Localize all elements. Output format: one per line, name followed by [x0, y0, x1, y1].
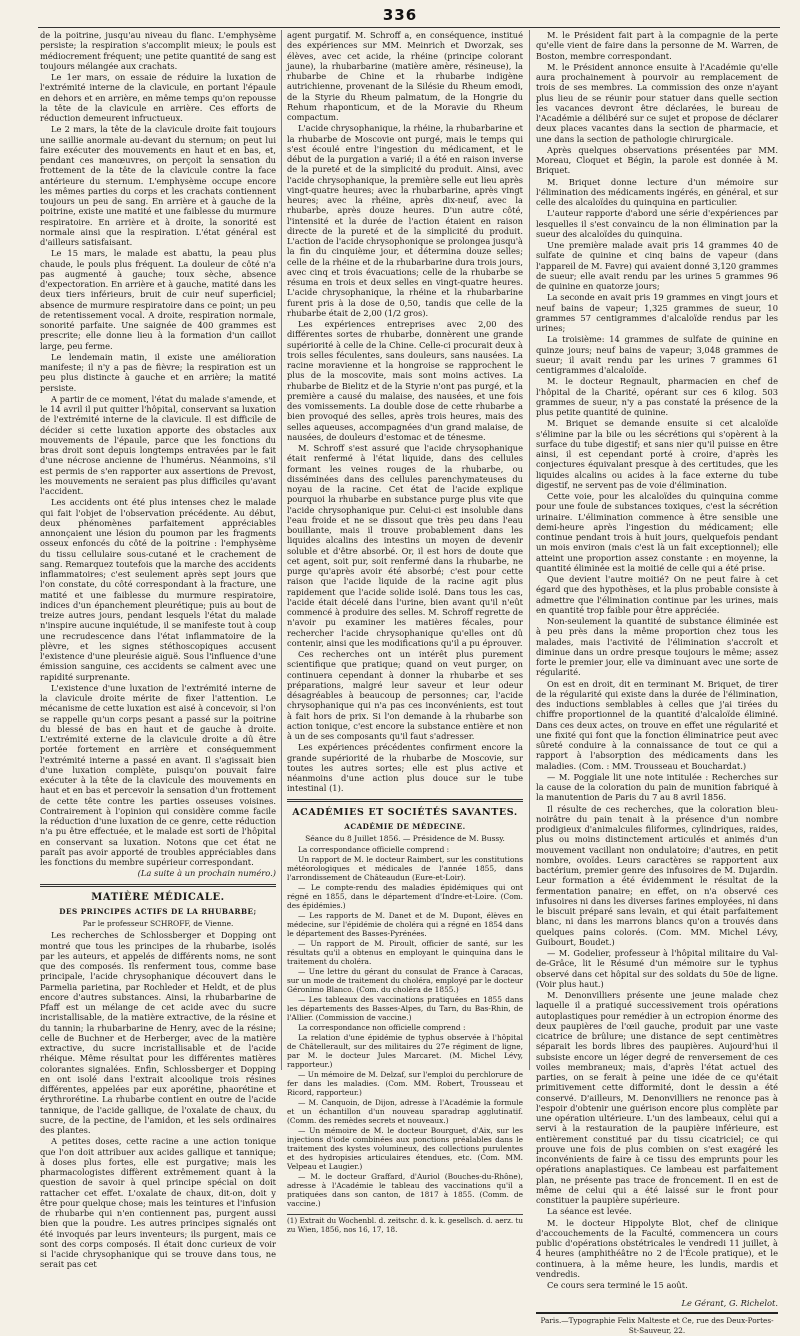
paragraph: La séance est levée.: [536, 1206, 778, 1216]
paragraph: M. le docteur Hippolyte Blot, chef de clinique d'accouchements de la Faculté, commencera un cours public d'opérations obstétricales le vendredi 11 juillet, à 4 heures (amphithéâtre no 2 de l'École pratique), et le continuera, à la même heure, les lundis, mardis et vendredis.: [536, 1218, 778, 1280]
paragraph: — M. Poggiale lit une note intitulée : Recherches sur la cause de la coloration du pain de munition fabriqué à la manutention de Paris du 7 au 8 avril 1856.: [536, 772, 778, 803]
list-item: — Les rapports de M. Danet et de M. Dupont, élèves en médecine, sur l'épidémie de choléra qui a régné en 1854 dans le département des Basses-Pyrénées.: [287, 911, 523, 938]
paragraph: La correspondance officielle comprend :: [287, 845, 523, 854]
column-divider: [281, 30, 282, 1070]
section-divider: [287, 799, 523, 802]
paragraph: Il résulte de ces recherches, que la coloration bleu-noirâtre du pain tenait à la présence d'un nombre prodigieux d'animalcules filiformes, cylindriques, raides, plus ou moins distinctement articulés et animés d'un mouvement vacillant non ondulatoire; d'autres, en petit nombre, ovoïdes. Leurs caractères se rapportent aux bactérium, premier genre des infusoires de M. Dujardin. Leur formation a été évidemment le résultat de la fermentation panaire; en effet, on n'a observé ces infusoires ni dans les diverses farines employées, ni dans le biscuit préparé sans levain, et qui était parfaitement blanc, ni dans les marrons blancs qu'on a trouvés dans quelques pains colorés. (Com. MM. Michel Lévy, Guibourt, Boudet.): [536, 804, 778, 948]
paragraph: Les expériences précédentes confirment encore la grande supériorité de la rhubarbe de Moscovie, sur toutes les autres sortes; elle est plus active et néanmoins d'une action plus douce sur le tube intestinal (1).: [287, 742, 523, 793]
paragraph: M. le docteur Regnault, pharmacien en chef de l'hôpital de la Charité, opérant sur ces 6 kilog. 503 grammes de sueur, n'y a pas constaté la présence de la plus petite quantité de quinine.: [536, 376, 778, 417]
paragraph: Les expériences entreprises avec 2,00 des différentes sortes de rhubarbe, donnèrent une grande supériorité à celle de la Chine. Celle-ci procurait deux à trois selles féculentes, sans douleurs, sans nausées. La racine moravienne et la hongroise se rapprochent le plus de la moscovite, mais sont moins actives. La rhubarbe de Bielitz et de la Styrie n'ont pas purgé, et la première a causé du malaise, des nausées, et une fois des vomissements. La double dose de cette rhubarbe a bien provoqué des selles, après trois heures, mais des selles aqueuses, accompagnées d'un grand malaise, de nausées, de douleurs d'estomac et de ténesme.: [287, 319, 523, 442]
paragraph: M. Schroff s'est assuré que l'acide chrysophanique était renfermé à l'état liquide, dans des cellules formant les veines rouges de la rhubarbe, ou disséminées dans des cellules parenchymateuses du noyau de la racine. Cet état de l'acide explique pourquoi la rhubarbe en substance purge plus vite que l'acide chrysophanique pur. Celui-ci est insoluble dans l'eau froide et ne se dissout que très peu dans l'eau bouillante, mais il trouve probablement dans les liquides alcalins des intestins un moyen de devenir soluble et d'être absorbé. Or, il est hors de doute que cet agent, soit pur, soit renfermé dans la rhubarbe, ne purge qu'après avoir été absorbé; c'est pour cette raison que l'acide liquide de la racine agit plus rapidement que l'acide solide isolé. Dans tous les cas, l'acide était décelé dans l'urine, bien avant qu'il n'eût commencé à produire des selles. M. Schroff regrette de n'avoir pu examiner les matières fécales, pour rechercher l'acide chrysophanique qu'elles ont dû contenir, ainsi que les modifications qu'il a pu éprouver.: [287, 443, 523, 648]
paragraph: Après quelques observations présentées par MM. Moreau, Cloquet et Bégin, la parole est donnée à M. Briquet.: [536, 145, 778, 176]
column-2: [287, 30, 523, 1070]
column-3: [536, 30, 778, 1070]
list-item: — M. Canquoin, de Dijon, adresse à l'Académie la formule et un échantillon d'un nouveau sparadrap agglutinatif. (Comm. des remèdes secrets et nouveaux.): [287, 1098, 523, 1125]
paragraph: Non-seulement la quantité de substance éliminée est à peu près dans la même proportion chez tous les malades, mais l'activité de l'élimination s'accroît et diminue dans un ordre presque toujours le même; assez forte le premier jour, elle va diminuant avec une sorte de régularité.: [536, 616, 778, 678]
paragraph: Les accidents ont été plus intenses chez le malade qui fait l'objet de l'observation précédente. Au début, deux phénomènes parfaitement appréciables annonçaient une lésion du poumon par les fragments osseux enfoncés du côté de la poitrine : l'emphysème du tissu cellulaire sous-cutané et le crachement de sang. Remarquez toutefois que la marche des accidents inflammatoires; c'est seulement après sept jours que l'on constate, du côté correspondant à la fracture, une matité et une faiblesse du murmure respiratoire, indices d'un épanchement pleurétique; puis au bout de treize autres jours, pendant lesquels l'état du malade n'inspire aucune inquiétude, il se manifeste tout à coup une recrudescence dans l'état inflammatoire de la plèvre, et les signes stéthoscopiques accusent l'existence d'une pleurésie aiguë. Sous l'influence d'une émission sanguine, ces accidents se calment avec une rapidité surprenante.: [40, 497, 276, 682]
header-rule: [38, 27, 780, 28]
paragraph: A partir de ce moment, l'état du malade s'amende, et le 14 avril il put quitter l'hôpital, conservant sa luxation de l'extrémité interne de la clavicule. Il est difficile de décider si cette luxation apporte des obstacles aux mouvements de l'épaule, parce que les fonctions du bras droit sont depuis longtemps entravées par le fait d'une nécrose ancienne de l'humérus. Néanmoins, s'il est permis de s'en rapporter aux assertions de Prevost, les mouvements ne seraient pas plus difficiles qu'avant l'accident.: [40, 394, 276, 497]
paragraph: Cette voie, pour les alcaloïdes du quinquina comme pour une foule de substances toxiques, c'est la sécrétion urinaire. L'élimination commence à être sensible une demi-heure après l'ingestion du médicament; elle continue pendant trois à huit jours, quelquefois pendant un mois environ (mais c'est là un fait exceptionnel); elle atteint une proportion assez constante : en moyenne, la quantité éliminée est la moitié de celle qui a été prise.: [536, 491, 778, 573]
paragraph: Une première malade avait pris 14 grammes 40 de sulfate de quinine et cinq bains de vapeur (dans l'appareil de M. Favre) qui avaient donné 3,120 grammes de sueur; elle avait rendu par les urines 5 grammes 96 de quinine en quatorze jours;: [536, 240, 778, 291]
paragraph: Ces recherches ont un intérêt plus purement scientifique que pratique; quand on veut purger, on continuera cependant à donner la rhubarbe et ses préparations, malgré leur saveur et leur odeur désagréables à beaucoup de personnes; car, l'acide chrysophanique qui n'a pas ces inconvénients, est tout à fait hors de prix. Si l'on demande à la rhubarbe son action tonique, c'est encore la substance entière et non à un de ses composants qu'il faut s'adresser.: [287, 649, 523, 741]
paragraph: La seconde en avait pris 19 grammes en vingt jours et neuf bains de vapeur; 1,325 grammes de sueur, 10 grammes 57 centigrammes d'alcaloïde rendus par les urines;: [536, 292, 778, 333]
list-item: — Un rapport de M. Piroult, officier de santé, sur les résultats qu'il a obtenus en employant le quinquina dans le traitement du choléra.: [287, 939, 523, 966]
paragraph: de la poitrine, jusqu'au niveau du flanc. L'emphysème persiste; la respiration s'accomplit mieux; le pouls est médiocrement fréquent; une petite quantité de sang est toujours mélangée aux crachats.: [40, 30, 276, 71]
paragraph: M. Briquet donne lecture d'un mémoire sur l'élimination des médicaments ingérés, en général, et sur celle des alcaloïdes du quinquina en particulier.: [536, 177, 778, 208]
paragraph: Le 15 mars, le malade est abattu, la peau plus chaude, le pouls plus fréquent. La douleur de côté n'a pas augmenté à gauche; toux sèche, absence d'expectoration. En arrière et à gauche, matité dans les deux tiers inférieurs, bruit de cuir neuf superficiel; absence de murmure respiratoire dans ce point; un peu de retentissement vocal. A droite, respiration normale, sonorité parfaite. Une saignée de 400 grammes est prescrite; elle donne lieu à la formation d'un caillot large, peu ferme.: [40, 248, 276, 351]
printer-imprint: Paris.—Typographie Felix Malteste et Ce, rue des Deux-Portes-St-Sauveur, 22.: [536, 1316, 778, 1336]
paragraph: Le lendemain matin, il existe une amélioration manifeste; il n'y a pas de fièvre; la respiration est un peu plus distincte à gauche et en arrière; la matité persiste.: [40, 352, 276, 393]
paragraph: Le 2 mars, la tête de la clavicule droite fait toujours une saillie anormale au-devant du sternum; on peut lui faire exécuter des mouvements en haut et en bas, et, pendant ces manœuvres, on perçoit la sensation du frottement de la tête de la clavicule contre la face antérieure du sternum. L'emphysème occupe encore les mêmes parties du corps et les crachats contiennent toujours un peu de sang. En arrière et à gauche de la poitrine, existe une matité et une faiblesse du murmure respiratoire. En arrière et à droite, la sonorité est normale ainsi que la respiration. L'état général est d'ailleurs satisfaisant.: [40, 124, 276, 247]
paragraph: — M. Godelier, professeur à l'hôpital militaire du Val-de-Grâce, lit le Résumé d'un mémoire sur le typhus observé dans cet hôpital sur des soldats du 50e de ligne. (Voir plus haut.): [536, 948, 778, 989]
paragraph: A petites doses, cette racine a une action tonique que l'on doit attribuer aux acides gallique et tannique; à doses plus fortes, elle est purgative; mais les pharmacologistes diffèrent extrêmement quant à la question de savoir à quel principe spécial on doit rattacher cet effet. L'oxalate de chaux, dit-on, doit y être pour quelque chose; mais les teintures et l'infusion de rhubarbe qui n'en contiennent pas, purgent aussi bien que la poudre. Les autres principes signalés ont été invoqués par leurs inventeurs; ils purgent, mais ce sont des corps composés. Il était donc curieux de voir si l'acide chrysophanique qui se trouve dans tous, ne serait pas cet: [40, 1136, 276, 1269]
list-item: — Un mémoire de M. le docteur Bourguet, d'Aix, sur les injections d'iode combinées aux ponctions préalables dans le traitement des kystes volumineux, des collections purulentes et des hydropisies articulaires étendues, etc. (Com. MM. Velpeau et Laugier.): [287, 1126, 523, 1171]
paragraph: L'acide chrysophanique, la rhéine, la rhubarbarine et la rhubarbe de Moscovie ont purgé, mais le temps qui s'est écoulé entre l'ingestion du médicament, et le début de la purgation a varié; il a été en raison inverse de la pureté et de la simplicité du produit. Ainsi, avec l'acide chrysophanique, la première selle eut lieu après vingt-quatre heures; avec la rhubarbarine, après vingt heures; avec la rhéine, après dix-neuf, avec la rhubarbe, après douze heures. D'un autre côté, l'intensité et la durée de l'action étaient en raison directe de la pureté et de la simplicité du produit. L'action de l'acide chrysophonique se prolongea jusqu'à la fin du cinquième jour, et détermina douze selles; celle de la rhéine et de la rhubarbarine dura trois jours, avec cinq et trois évacuations; celle de la rhubarbe se résuma en trois et deux selles en vingt-quatre heures. L'acide chrysophanique, la rhéine et la rhubarbarine furent pris à la dose de 0,50, tandis que celle de la rhubarbe était de 2,00 (1/2 gros).: [287, 123, 523, 318]
list-item: — Un mémoire de M. Delzaf, sur l'emploi du perchlorure de fer dans les maladies. (Com. MM. Robert, Trousseau et Ricord, rapporteur.): [287, 1070, 523, 1097]
gerant-signature: Le Gérant, G. Richelot.: [536, 1298, 778, 1308]
paragraph: M. le Président annonce ensuite à l'Académie qu'elle aura prochainement à pourvoir au remplacement de trois de ses membres. La commission des onze n'ayant plus lieu de se réunir pour statuer dans quelle section les vacances devront être déclarées, le bureau de l'Académie a délibéré sur ce sujet et propose de déclarer deux places vacantes dans la section de pharmacie, et une dans la section de pathologie chirurgicale.: [536, 62, 778, 144]
article-title: DES PRINCIPES ACTIFS DE LA RHUBARBE;: [40, 907, 276, 917]
paragraph: M. le Président fait part à la compagnie de la perte qu'elle vient de faire dans la personne de M. Warren, de Boston, membre correspondant.: [536, 30, 778, 61]
page-number: 336: [0, 6, 800, 24]
paragraph: Le 1er mars, on essaie de réduire la luxation de l'extrémité interne de la clavicule, en portant l'épaule en dehors et en arrière, en même temps qu'on repousse la tête de la clavicule en arrière. Ces efforts de réduction demeurent infructueux.: [40, 72, 276, 123]
continuation-note: (La suite à un prochain numéro.): [40, 868, 276, 878]
column-divider: [529, 30, 530, 1070]
paragraph: agent purgatif. M. Schroff a, en conséquence, institué des expériences sur MM. Meinrich et Dworzak, ses élèves, avec cet acide, la rhéine (principe colorant jaune), la rhubarbarine (matière amère, résineuse), la rhubarbe de Chine et la rhubarbe indigène autrichienne, provenant de la Silésie du Rheum emodi, de la Styrie du Rheum palmatum, de la Hongrie du Rehum rhaponticum, et de la Moravie du Rheum compactum.: [287, 30, 523, 122]
article-byline: Par le professeur SCHROFF, de Vienne.: [40, 919, 276, 929]
paragraph: Que devient l'autre moitié? On ne peut faire à cet égard que des hypothèses, et la plus probable consiste à admettre que l'élimination continue par les urines, mais en quantité trop faible pour être appréciée.: [536, 574, 778, 615]
list-item: — Les tableaux des vaccinations pratiquées en 1855 dans les départements des Basses-Alpes, du Tarn, du Bas-Rhin, de l'Allier. (Commission de vaccine.): [287, 995, 523, 1022]
list-item: — M. le docteur Graffard, d'Auriol (Bouches-du-Rhône), adresse à l'Académie le tableau des vaccinations qu'il a pratiquées dans son canton, de 1817 à 1855. (Comm. de vaccine.): [287, 1172, 523, 1208]
paragraph: Ce cours sera terminé le 15 août.: [536, 1280, 778, 1290]
list-item: La relation d'une épidémie de typhus observée à l'hôpital de Châtellerault, sur des militaires du 27e régiment de ligne, par M. le docteur Jules Marcaret. (M. Michel Lévy, rapporteur.): [287, 1033, 523, 1069]
paragraph: L'auteur rapporte d'abord une série d'expériences par lesquelles il s'est convaincu de la non élimination par la sueur des alcaloïdes du quinquina.: [536, 208, 778, 239]
list-item: Un rapport de M. le docteur Raimbert, sur les constitutions météorologiques et médicales de l'année 1855, dans l'arrondissement de Châteaudun (Eure-et-Loir).: [287, 855, 523, 882]
paragraph: La correspondance non officielle comprend :: [287, 1023, 523, 1032]
footer-rule: [536, 1312, 778, 1314]
list-item: — Le compte-rendu des maladies épidémiques qui ont régné en 1855, dans le département d'Indre-et-Loire. (Com. des épidémies.): [287, 883, 523, 910]
paragraph: La troisième: 14 grammes de sulfate de quinine en quinze jours; neuf bains de vapeur; 3,048 grammes de sueur; il avait rendu par les urines 7 grammes 61 centigrammes d'alcaloïde.: [536, 334, 778, 375]
seance-line: Séance du 8 Juillet 1856. — Présidence de M. Bussy.: [287, 834, 523, 844]
paragraph: On est en droit, dit en terminant M. Briquet, de tirer de la régularité qui existe dans la durée de l'élimination, des inductions semblables à celles que j'ai tirées du chiffre proportionnel de la quantité d'alcaloïde éliminé. Dans ces deux actes, on trouve en effet une régularité et une fixité qui font que la fonction éliminatrice peut avec sûreté conduire à la connaissance de tout ce qui a rapport à l'absorption des médicaments dans les maladies. (Com. : MM. Trousseau et Bouchardat.): [536, 679, 778, 771]
section-divider: [40, 884, 276, 887]
paragraph: M. Briquet se demande ensuite si cet alcaloïde s'élimine par la bile ou les sécrétions qui s'opèrent à la surface du tube digestif; et sans nier qu'il puisse en être ainsi, il est cependant porté à croire, d'après les conjectures équivalant presque à des certitudes, que les liquides alcalins ou acides à la face externe du tube digestif, ne servent pas de voie d'élimination.: [536, 418, 778, 490]
section-title: MATIÈRE MÉDICALE.: [40, 893, 276, 903]
paragraph: Les recherches de Schlossberger et Dopping ont montré que tous les principes de la rhubarbe, isolés par les auteurs, et appelés de différents noms, ne sont que des composés. Ils renferment tous, comme base principale, l'acide chrysophanique découvert dans le Parmelia parietina, par Rochleder et Heldt, et de plus encore d'autres substances. Ainsi, la rhubarbarine de Pfaff est un mélange de cet acide avec du sucre incristallisable, de la matière extractive, de la résine et du tannin; la rhubarbarine de Henry, avec de la résine; celle de Buchner et de Herberger, avec de la matière extractive, du sucre incristallisable et de l'acide rhéique. Même résultat pour les différentes matières colorantes signalées. Enfin, Schlossberger et Dopping en ont isolé dans l'extrait alcoolique trois résines différentes, appelées par eux aporétine, phaorétine et érythrorétine. La rhubarbe contient en outre de l'acide tannique, de l'acide gallique, de l'oxalate de chaux, du sucre, de la pectine, de l'amidon, et les sels ordinaires des plantes.: [40, 930, 276, 1135]
list-item: — Une lettre du gérant du consulat de France à Caracas, sur un mode de traitement du choléra, employé par le docteur Géronimo Blanco. (Com. du choléra de 1855.): [287, 967, 523, 994]
paragraph: L'existence d'une luxation de l'extrémité interne de la clavicule droite mérite de fixer l'attention. Le mécanisme de cette luxation est aisé à concevoir, si l'on se rappelle qu'un corps pesant a passé sur la poitrine du blessé de bas en haut et de gauche à droite. L'extrémité externe de la clavicule droite a dû être portée fortement en arrière et conséquemment l'extrémité interne a passé en avant. Il s'agissait bien d'une luxation complète, puisqu'on pouvait faire exécuter à la tête de la clavicule des mouvements en haut et en bas et percevoir la sensation d'un frottement de cette tête contre les parties osseuses voisines. Contrairement à l'opinion qui considère comme facile la réduction d'une luxation de ce genre, cette réduction n'a pu être effectuée, et le malade est sorti de l'hôpital en conservant sa luxation. Notons que cet état ne paraît pas avoir apporté de troubles appréciables dans les fonctions du membre supérieur correspondant.: [40, 683, 276, 868]
column-1: [40, 30, 276, 1070]
footnote: (1) Extrait du Wochenbl. d. zeitschr. d. k. k. gesellsch. d. aerz. tu zu Wien, 1856, nos 16, 17, 18.: [287, 1214, 523, 1235]
academie-name: ACADÉMIE DE MÉDECINE.: [287, 822, 523, 832]
section-title: ACADÉMIES ET SOCIÉTÉS SAVANTES.: [287, 808, 523, 818]
paragraph: M. Denonvilliers présente une jeune malade chez laquelle il a pratiqué successivement trois opérations autoplastiques pour remédier à un ectropion énorme des deux paupières de l'œil gauche, produit par une vaste cicatrice de brûlure; une distance de sept centimètres séparait les bords libres des paupières. Aujourd'hui il subsiste encore un léger degré de renversement de ces voiles membraneux; mais, d'après l'état actuel des parties, on se ferait à peine une idée de ce qu'était primitivement cette difformité, dont le dessin a été conservé. D'ailleurs, M. Denonvilliers ne renonce pas à l'espoir d'obtenir une guérison encore plus complète par une opération ultérieure. L'un des lambeaux, celui qui a servi à la restauration de la paupière inférieure, est entièrement constitué par du tissu cicatriciel; ce qui prouve une fois de plus combien on s'est exagéré les inconvénients de faire à ce tissu des emprunts pour les opérations anaplastiques. Ce lambeau est parfaitement plan, ne présente pas trace de froncement. Il en est de même de celui qui a été laissé sur le front pour constituer la paupière supérieure.: [536, 990, 778, 1205]
